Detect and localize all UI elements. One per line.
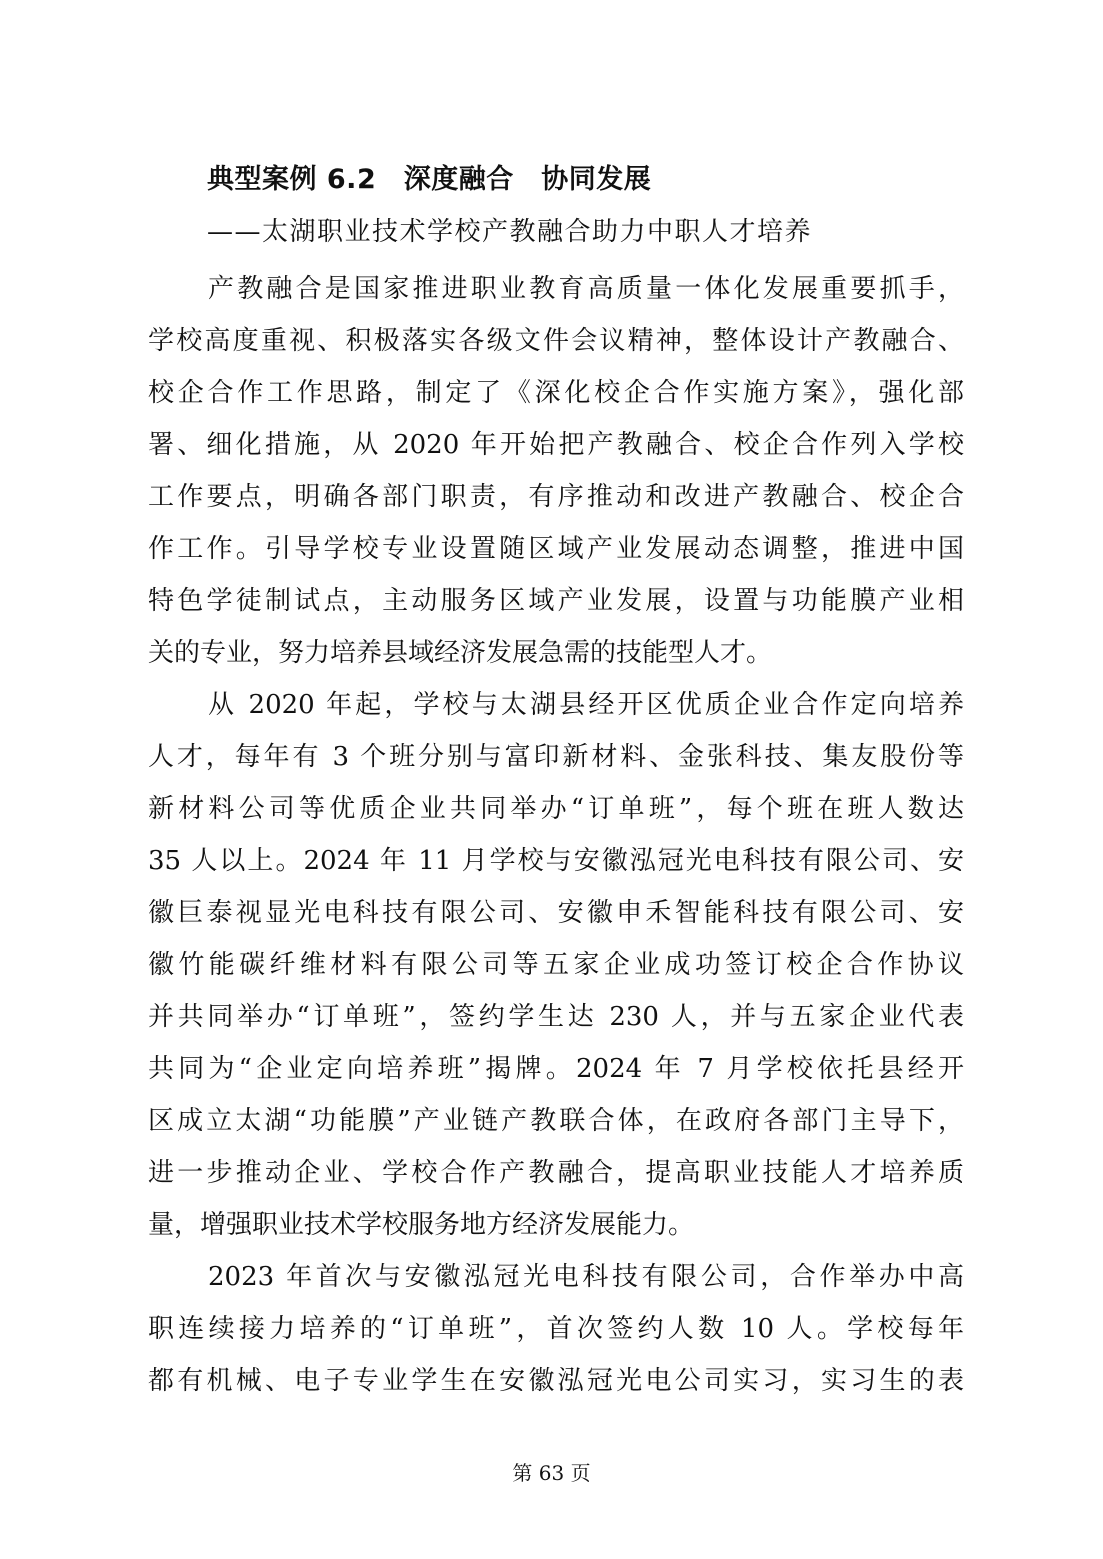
page-number: 第 63 页 — [512, 1461, 591, 1485]
text-line: 学校高度重视、积极落实各级文件会议精神，整体设计产教融合、 — [148, 326, 964, 356]
case-title: 典型案例 6.2 深度融合 协同发展 — [207, 164, 652, 195]
text-line: 新材料公司等优质企业共同举办“订单班”，每个班在班人数达 — [148, 794, 964, 824]
text-line: 产教融合是国家推进职业教育高质量一体化发展重要抓手， — [208, 274, 964, 304]
body-text — [148, 263, 964, 1407]
text-line: 职连续接力培养的“订单班”，首次签约人数 10 人。学校每年 — [148, 1314, 964, 1344]
text-line: 并共同举办“订单班”，签约学生达 230 人，并与五家企业代表 — [148, 1002, 964, 1032]
text-line: 关的专业，努力培养县域经济发展急需的技能型人才。 — [148, 638, 773, 668]
text-line: 量，增强职业技术学校服务地方经济发展能力。 — [148, 1210, 695, 1240]
text-line: 工作要点，明确各部门职责，有序推动和改进产教融合、校企合 — [148, 482, 964, 512]
text-line: 徽巨泰视显光电科技有限公司、安徽申禾智能科技有限公司、安 — [148, 898, 964, 928]
text-line: 35 人以上。2024 年 11 月学校与安徽泓冠光电科技有限公司、安 — [148, 846, 964, 876]
case-subtitle: ——太湖职业技术学校产教融合助力中职人才培养 — [207, 217, 813, 247]
text-line: 共同为“企业定向培养班”揭牌。2024 年 7 月学校依托县经开 — [148, 1054, 964, 1084]
text-line: 徽竹能碳纤维材料有限公司等五家企业成功签订校企合作协议 — [148, 950, 964, 980]
text-line: 特色学徒制试点，主动服务区域产业发展，设置与功能膜产业相 — [148, 586, 964, 616]
text-line: 进一步推动企业、学校合作产教融合，提高职业技能人才培养质 — [148, 1158, 964, 1188]
text-line: 都有机械、电子专业学生在安徽泓冠光电公司实习，实习生的表 — [148, 1366, 964, 1396]
text-line: 从 2020 年起，学校与太湖县经开区优质企业合作定向培养 — [208, 690, 964, 720]
text-line: 2023 年首次与安徽泓冠光电科技有限公司，合作举办中高 — [208, 1262, 964, 1292]
text-line: 作工作。引导学校专业设置随区域产业发展动态调整，推进中国 — [148, 534, 964, 564]
text-line: 校企合作工作思路，制定了《深化校企合作实施方案》，强化部 — [148, 378, 964, 408]
text-line: 人才，每年有 3 个班分别与富印新材料、金张科技、集友股份等 — [148, 742, 964, 772]
text-line: 署、细化措施，从 2020 年开始把产教融合、校企合作列入学校 — [148, 430, 964, 460]
text-line: 区成立太湖“功能膜”产业链产教联合体，在政府各部门主导下， — [148, 1106, 964, 1136]
